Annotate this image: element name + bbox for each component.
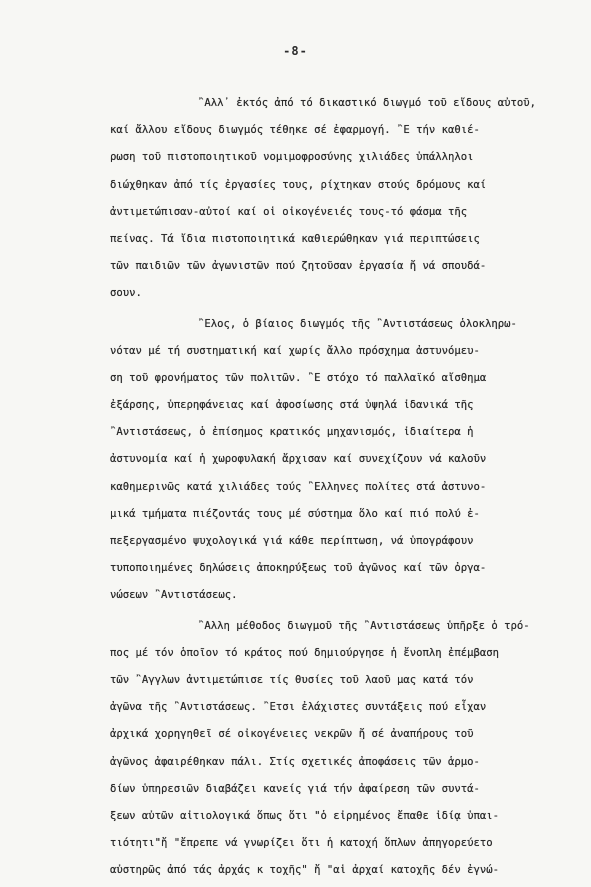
text-line: ἀστυνομία καί ἡ χωροφυλακή ἄρχισαν καί συνεχίζουν νά καλοῦν — [110, 453, 487, 466]
text-line: τῶν ῍Αγγλων ἀντιμετώπισε τίς θυσίες τοῦ λαοῦ μας κατά τόν — [110, 673, 474, 686]
text-line: δίων ὑπηρεσιῶν διαβάζει κανείς γιά τήν ἀφαίρεση τῶν συντά- — [110, 782, 480, 795]
paragraph-3 — [110, 613, 575, 885]
text-line: τυποποιημένες δηλώσεις ἀποκηρύξεως τοῦ ἀγῶνος καί τῶν ὀργα- — [110, 562, 487, 575]
text-line: πείνας. Τά ἴδια πιστοποιητικά καθιερώθηκαν γιά περιπτώσεις — [110, 232, 480, 245]
text-line: ξεων αὐτῶν αἰτιολογικά ὅπως ὅτι "ὁ εἰρημένος ἔπαθε ἰδίᾳ ὑπαι- — [110, 809, 500, 822]
text-line: ἐξάρσης, ὑπερηφάνειας καί ἀφοσίωσης στά ὑψηλά ἰδανικά τῆς — [110, 399, 474, 412]
text-line: νόταν μέ τή συστηματική καί χωρίς ἄλλο πρόσχημα ἀστυνόμευ- — [110, 344, 480, 357]
text-line: τιότητι"ἤ "ἔπρεπε νά γνωρίζει ὅτι ἡ κατοχή ὅπλων ἀπηγορεύετο — [110, 837, 493, 850]
text-line: νώσεων ῍Αντιστάσεως. — [110, 589, 238, 602]
text-line: ἀγῶνος ἀφαιρέθηκαν πάλι. Στίς σχετικές ἀποφάσεις τῶν ἁρμο- — [110, 755, 480, 768]
page-number: -8- — [283, 44, 308, 58]
text-line: αὐστηρῶς ἀπό τάς ἀρχάς κ τοχῆς" ἤ "αἱ ἀρχαί κατοχῆς δέν ἐγνώ- — [110, 864, 500, 877]
text-line: σουν. — [110, 287, 142, 300]
text-line: πος μέ τόν ὁποῖον τό κράτος πού δημιούργησε ἡ ἔνοπλη ἐπέμβαση — [110, 646, 500, 659]
text-line: μικά τμήματα πιέζοντάς τους μέ σύστημα ὅλο καί πιό πολύ ἐ- — [110, 507, 480, 520]
text-line: ση τοῦ φρονήματος τῶν πολιτῶν. ῍Ε στόχο τό παλλαϊκό αἴσθημα — [110, 371, 487, 384]
text-line: ἀγῶνα τῆς ῍Αντιστάσεως. ῍Ετσι ἐλάχιστες συντάξεις πού εἶχαν — [110, 701, 487, 714]
paragraph-1 — [110, 90, 575, 308]
text-line: ῍Αντιστάσεως, ὁ ἐπίσημος κρατικός μηχανισμός, ἰδιαίτερα ἡ — [110, 426, 474, 439]
text-line: διώχθηκαν ἀπό τίς ἐργασίες τους, ρίχτηκαν στούς δρόμους καί — [110, 178, 487, 191]
text-line: πεξεργασμένο ψυχολογικά γιά κάθε περίπτωση, νά ὑπογράφουν — [110, 535, 474, 547]
text-line: καί ἄλλου εἴδους διωγμός τέθηκε σέ ἐφαρμογή. ῍Ε τήν καθιέ- — [110, 124, 480, 137]
text-line: ῍Αλλ᾽ ἐκτός ἀπό τό δικαστικό διωγμό τοῦ εἴδους αὐτοῦ, — [198, 97, 537, 109]
text-line: καθημερινῶς κατά χιλιάδες τούς ῍Ελληνες πολίτες στά ἀστυνο- — [110, 480, 487, 493]
text-line: ρωση τοῦ πιστοποιητικοῦ νομιμοφροσύνης χιλιάδες ὑπάλληλοι — [110, 151, 474, 164]
text-line: τῶν παιδιῶν τῶν ἀγωνιστῶν πού ζητοῦσαν ἐργασία ἤ νά σπουδά- — [110, 260, 487, 273]
body-text — [110, 90, 575, 887]
text-line: ἀρχικά χορηγηθεῖ σέ οἰκογένειες νεκρῶν ἤ σέ ἀναπήρους τοῦ — [110, 728, 474, 741]
text-line: ἀντιμετώπισαν-αὐτοί καί οἱ οἰκογένειές τους-τό φάσμα τῆς — [110, 205, 468, 218]
paragraph-2 — [110, 311, 575, 610]
text-line: ῍Αλλη μέθοδος διωγμοῦ τῆς ῍Αντιστάσεως ὑπῆρξε ὁ τρό- — [198, 619, 530, 632]
text-line: ῍Ελος, ὁ βίαιος διωγμός τῆς ῍Αντιστάσεως ὁλοκληρω- — [198, 317, 517, 330]
